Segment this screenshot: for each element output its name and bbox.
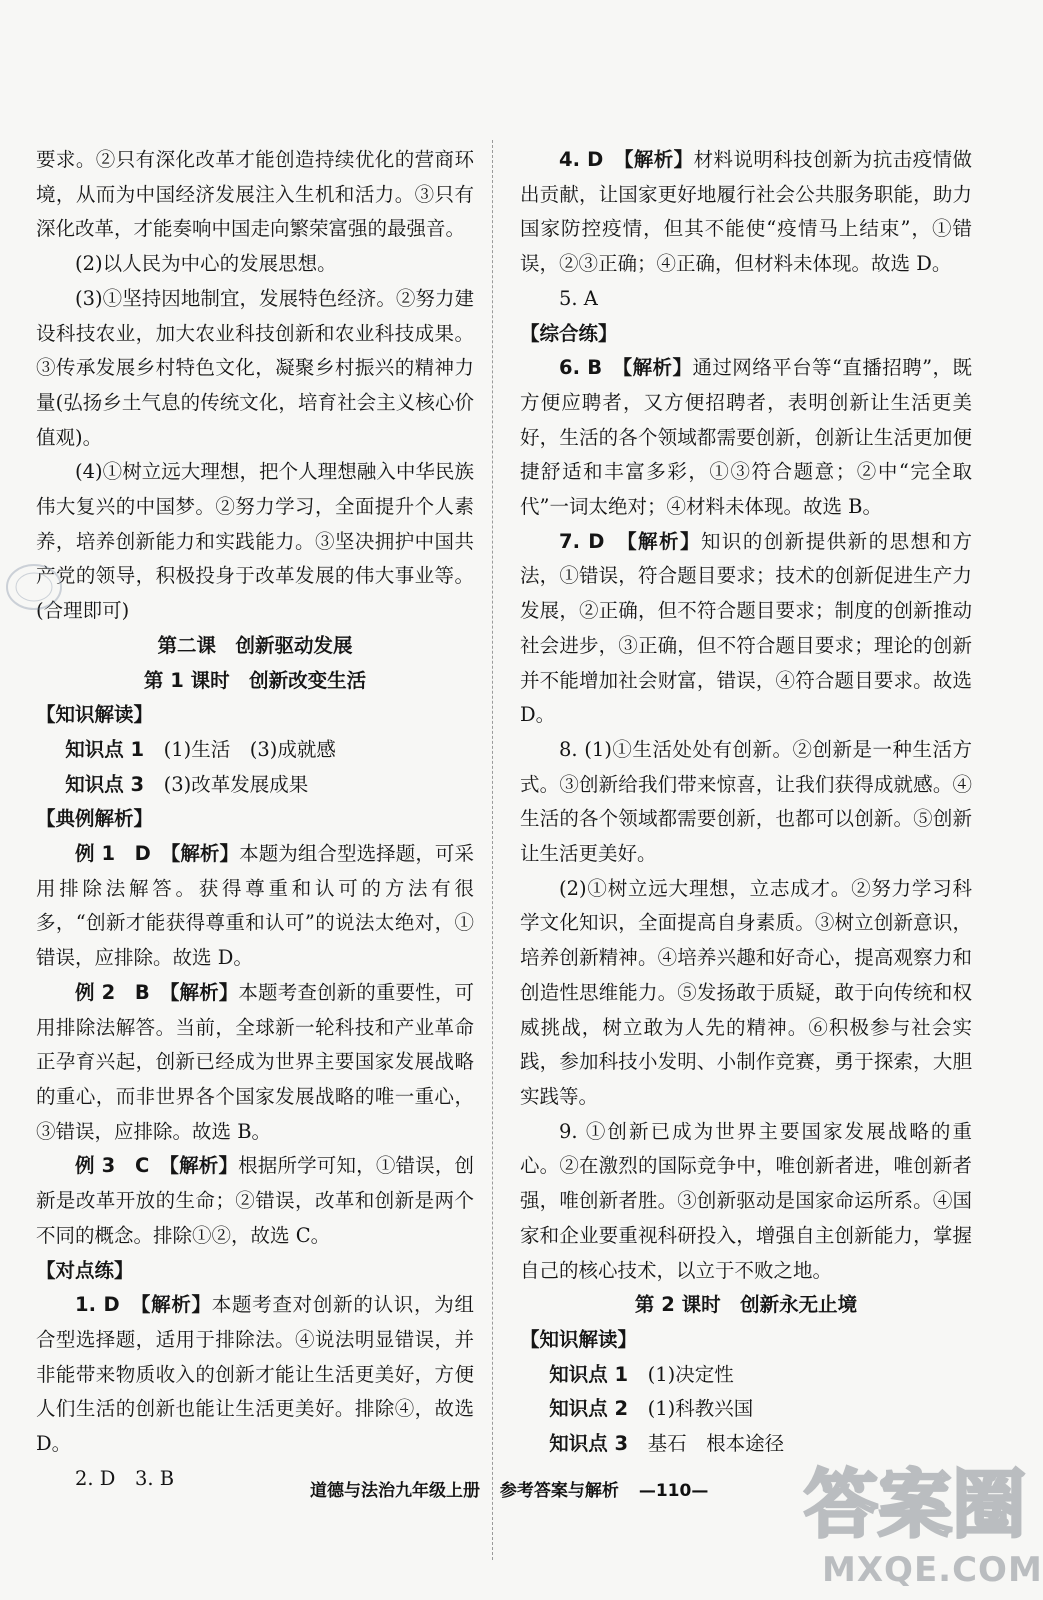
answer-item xyxy=(520,525,972,733)
answer-label: 4. D 【解析】 xyxy=(559,148,694,171)
section-heading: 【综合练】 xyxy=(520,321,618,345)
paragraph: (4)①树立远大理想，把个人理想融入中华民族伟大复兴的中国梦。②努力学习，全面提升个人素养，培养创新能力和实践能力。③坚决拥护中国共产党的领导，积极投身于改革发展的伟大事业等。(合理即可) xyxy=(36,460,474,623)
page-number: —110— xyxy=(638,1481,709,1501)
knowledge-point-answer: (1)生活 (3)成就感 xyxy=(163,737,336,761)
left-column xyxy=(36,143,474,1496)
right-column xyxy=(520,143,972,1462)
answer-text: 本题考查对创新的认识，为组合型选择题，适用于排除法。④说法明显错误，并非能带来物质收入的创新才能让生活更美好，方便人们生活的创新也能让生活更美好。排除④，故选 D。 xyxy=(36,1293,474,1456)
knowledge-point xyxy=(520,1358,972,1393)
knowledge-point-label: 知识点 3 xyxy=(549,1432,629,1456)
faint-stamp-mark xyxy=(4,560,64,614)
answer-label: 1. D 【解析】 xyxy=(75,1293,212,1317)
answer-text: 知识的创新提供新的思想和方法，①错误，符合题目要求；技术的创新促进生产力发展，②正确，但不符合题目要求；制度的创新推动社会进步，③正确，但不符合题目要求；理论的创新并不能增加社会财富，错误，④符合题目要求。故选 D。 xyxy=(520,529,972,727)
knowledge-point-answer: 基石 根本途径 xyxy=(647,1432,785,1456)
knowledge-point-label: 知识点 3 xyxy=(65,772,145,796)
answer-text: 本题为组合型选择题，可采用排除法解答。获得尊重和认可的方法有很多，“创新才能获得尊重和认可”的说法太绝对，①错误，应排除。故选 D。 xyxy=(36,842,474,970)
answer-label: 例 1 D 【解析】 xyxy=(75,842,240,866)
knowledge-point-answer: (1)决定性 xyxy=(647,1362,734,1386)
knowledge-point xyxy=(520,1392,972,1427)
knowledge-point-answer: (3)改革发展成果 xyxy=(163,772,309,796)
answer-text: 本题考查创新的重要性，可用排除法解答。当前，全球新一轮科技和产业革命正孕育兴起，创新已经成为世界主要国家发展战略的重心，而非世界各个国家发展战略的唯一重心，③错误，应排除。故选 B。 xyxy=(36,980,474,1143)
lesson-title: 第二课 创新驱动发展 xyxy=(157,633,353,657)
answer-text: 根据所学可知，①错误，创新是改革开放的生命；②错误，改革和创新是两个不同的概念。排除①②，故选 C。 xyxy=(36,1154,474,1247)
column-divider xyxy=(492,140,493,1560)
answer-item xyxy=(520,143,972,282)
watermark-logo-text: 答案圈 xyxy=(804,1462,1026,1548)
knowledge-point xyxy=(36,768,474,803)
knowledge-point-label: 知识点 1 xyxy=(549,1362,629,1386)
knowledge-point-label: 知识点 1 xyxy=(65,737,145,761)
answer-label: 6. B 【解析】 xyxy=(559,356,693,380)
watermark-url: MXQE.COM xyxy=(822,1550,1043,1590)
paragraph: 2. D 3. B xyxy=(75,1466,175,1490)
paragraph: (3)①坚持因地制宜，发展特色经济。②努力建设科技农业，加大农业科技创新和农业科技成果。③传承发展乡村特色文化，凝聚乡村振兴的精神力量(弘扬乡土气息的传统文化，培育社会主义核心价值观)。 xyxy=(36,286,474,449)
watermark-logo xyxy=(800,1452,1026,1548)
paragraph: 5. A xyxy=(559,286,598,310)
lesson-title: 第 1 课时 创新改变生活 xyxy=(143,668,367,692)
answer-item xyxy=(36,1149,474,1253)
section-heading: 【典例解析】 xyxy=(36,807,154,831)
lesson-title: 第 2 课时 创新永无止境 xyxy=(634,1293,858,1317)
paragraph: 9. ①创新已成为世界主要国家发展战略的重心。②在激烈的国际竞争中，唯创新者进，唯创新者强，唯创新者胜。③创新驱动是国家命运所系。④国家和企业要重视科研投入，增强自主创新能力，掌握自己的核心技术，以立于不败之地。 xyxy=(520,1119,972,1282)
answer-item xyxy=(36,837,474,976)
knowledge-point-answer: (1)科教兴国 xyxy=(647,1397,754,1421)
section-heading: 【知识解读】 xyxy=(520,1327,638,1351)
section-heading: 【知识解读】 xyxy=(36,703,154,727)
answer-label: 7. D 【解析】 xyxy=(559,529,701,553)
page-footer xyxy=(310,1476,790,1501)
paragraph: 8. (1)①生活处处有创新。②创新是一种生活方式。③创新给我们带来惊喜，让我们获得成就感。④生活的各个领域都需要创新，也都可以创新。⑤创新让生活更美好。 xyxy=(520,737,972,866)
answer-label: 例 3 C 【解析】 xyxy=(75,1154,239,1178)
watermark xyxy=(800,1452,1043,1592)
paragraph: 要求。②只有深化改革才能创造持续优化的营商环境，从而为中国经济发展注入生机和活力。③只有深化改革，才能奏响中国走向繁荣富强的最强音。 xyxy=(36,148,474,241)
answer-item xyxy=(520,351,972,525)
answer-label: 例 2 B 【解析】 xyxy=(75,980,239,1004)
paragraph: (2)①树立远大理想，立志成才。②努力学习科学文化知识，全面提高自身素质。③树立创新意识，培养创新精神。④培养兴趣和好奇心，提高观察力和创造性思维能力。⑤发扬敢于质疑，敢于向传统和权威挑战，树立敢为人先的精神。⑥积极参与社会实践，参加科技小发明、小制作竞赛，勇于探索，大胆实践等。 xyxy=(520,876,972,1108)
footer-book-title: 道德与法治九年级上册 xyxy=(310,1481,480,1501)
paragraph: (2)以人民为中心的发展思想。 xyxy=(75,252,337,276)
knowledge-point xyxy=(36,733,474,768)
answer-item xyxy=(36,1288,474,1462)
section-heading: 【对点练】 xyxy=(36,1258,134,1282)
footer-section-title: 参考答案与解析 xyxy=(499,1481,619,1501)
knowledge-point-label: 知识点 2 xyxy=(549,1397,629,1421)
answer-text: 材料说明科技创新为抗击疫情做出贡献，让国家更好地履行社会公共服务职能，助力国家防控疫情，但其不能使“疫情马上结束”，①错误，②③正确；④正确，但材料未体现。故选 D。 xyxy=(520,148,972,276)
answer-text: 通过网络平台等“直播招聘”，既方便应聘者，又方便招聘者，表明创新让生活更美好，生活的各个领域都需要创新，创新让生活更加便捷舒适和丰富多彩，①③符合题意；②中“完全取代”一词太绝对；④材料未体现。故选 B。 xyxy=(520,356,972,519)
answer-item xyxy=(36,976,474,1150)
